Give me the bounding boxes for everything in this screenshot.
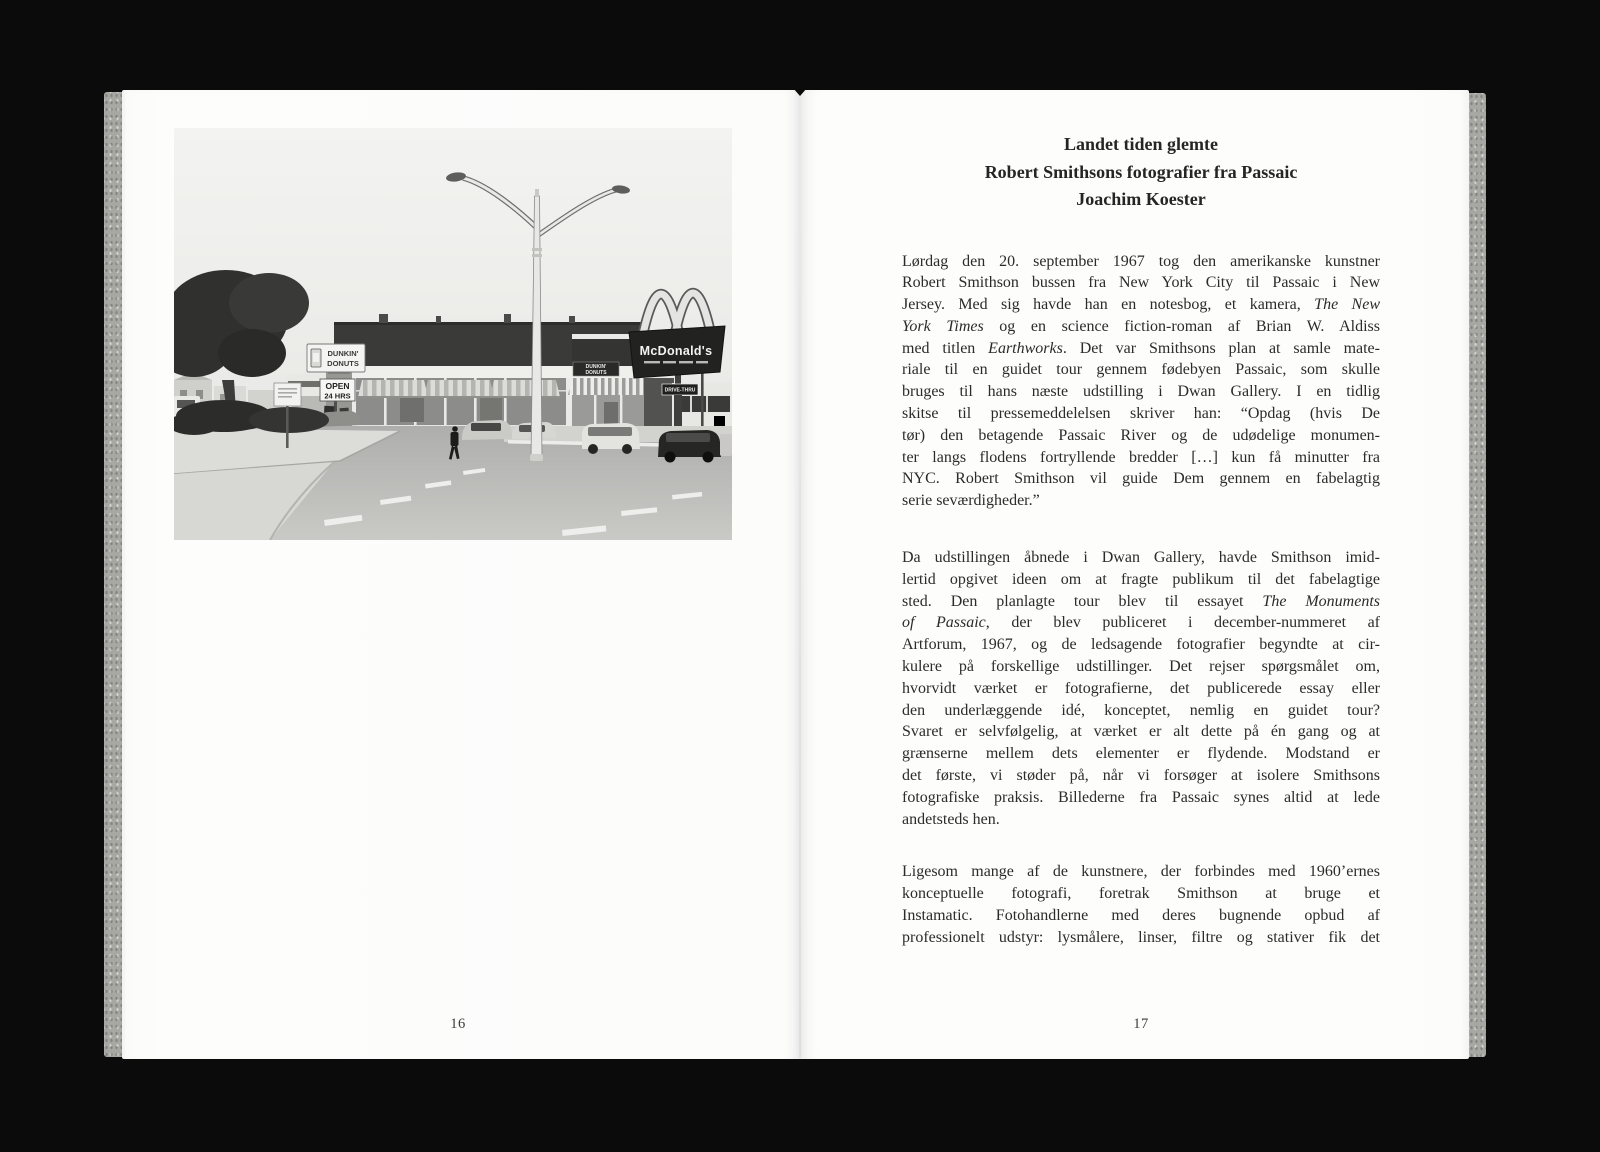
text-line: Jersey. Med sig havde han en notesbog, et kamera, The New: [902, 296, 1380, 314]
text-line: sted. Den planlagte tour blev til essayet The Monuments: [902, 592, 1381, 610]
text-line: NYC. Robert Smithson vil guide Dem gennem en fabelagtig: [902, 470, 1380, 488]
text-line: Lørdag den 20. september 1967 tog den amerikanske kunstner: [902, 252, 1380, 270]
text-line: Da udstillingen åbnede i Dwan Gallery, havde Smithson imid-: [902, 549, 1380, 567]
title-line-1: Landet tiden glemte: [1064, 134, 1218, 154]
book-page-left: [122, 90, 800, 1059]
dunkin-wall-sign-line2: DONUTS: [585, 370, 607, 376]
photo-main-building: [334, 314, 648, 430]
paragraph-3: [902, 861, 1380, 948]
photo-illustration: [174, 128, 732, 540]
photo-awnings: [358, 380, 560, 398]
paragraph-1: [902, 251, 1380, 513]
book-cover-edge-right: [1469, 93, 1486, 1057]
text-line: skitse til pressemeddelelsen skriver han: “Opdag (hvis De: [902, 405, 1380, 423]
text-line: York Times og en science fiction-roman af Brian W. Aldiss: [902, 317, 1380, 335]
open-sign-line2: 24 HRS: [324, 391, 351, 401]
text-line: grænserne mellem dets elementer er flydende. Modstand er: [902, 745, 1380, 763]
book-spine: [799, 92, 801, 1057]
page-number-right: 17: [1133, 1016, 1149, 1032]
text-line: tør) den betagende Passaic River og de udødelige monumen-: [902, 426, 1380, 444]
text-line: ter langs flodens fortryllende bredder […] kun få minutter fra: [902, 448, 1380, 466]
open-sign-line1: OPEN: [325, 381, 350, 391]
essay-title: [902, 131, 1380, 214]
text-line: lertid opgivet ideen om at fragte publikum til det fabelagtige: [902, 570, 1380, 588]
text-block: [902, 131, 1380, 949]
drive-thru-sign-text: DRIVE-THRU: [664, 387, 696, 394]
mcdonalds-sign-text: McDonald's: [639, 344, 713, 358]
dunkin-wall-sign-line1: DUNKIN': [585, 364, 607, 370]
text-line: Svaret er selvfølgelig, at værket er alt dette på én gang og at: [902, 723, 1380, 741]
title-line-3: Joachim Koester: [1076, 189, 1206, 209]
text-line: Instamatic. Fotohandlerne med deres bugnende opbud af: [902, 907, 1380, 925]
text-line: kulere på forskellige udstillinger. Det rejser spørgsmålet om,: [902, 658, 1380, 676]
text-line: Ligesom mange af de kunstnere, der forbindes med 1960’ernes: [902, 863, 1380, 881]
text-line: serie seværdigheder.”: [902, 492, 1040, 510]
text-line: med titlen Earthworks. Det var Smithsons plan at samle mate-: [902, 339, 1380, 357]
text-line: Artforum, 1967, og de ledsagende fotografier begyndte at cir-: [902, 636, 1380, 654]
page-number-left: 16: [450, 1016, 466, 1032]
book-cover-edge-left: [104, 92, 123, 1057]
paragraph-2: [902, 547, 1380, 830]
text-line: konceptuelle fotografi, foretrak Smithson at bruge et: [902, 885, 1380, 903]
text-line: hvorvidt værket er fotografierne, det publicerede essay eller: [902, 679, 1380, 697]
text-line: Robert Smithson bussen fra New York City til Passaic i New: [902, 274, 1380, 292]
dunkin-sign-line2: DONUTS: [327, 359, 359, 368]
text-line: andetsteds hen.: [902, 810, 1000, 828]
text-line: bruges til hans næste udstilling i Dwan Gallery. I en tidlig: [902, 383, 1380, 401]
essay-body: [902, 251, 1380, 949]
text-line: of Passaic, der blev publiceret i december-nummeret af: [902, 614, 1381, 632]
text-line: det første, vi støder på, når vi forsøger at isolere Smithsons: [902, 767, 1380, 785]
dunkin-sign-line1: DUNKIN': [327, 349, 359, 358]
street-photograph: [174, 128, 732, 540]
book-page-right: [800, 90, 1469, 1059]
text-line: professionelt udstyr: lysmålere, linser, filtre og stativer fik det: [902, 928, 1380, 946]
text-line: den underlæggende idé, konceptet, nemlig en guidet tour?: [902, 701, 1380, 719]
text-line: riale til en guidet tour gennem fødebyen Passaic, som skulle: [902, 361, 1380, 379]
text-line: fotografiske praksis. Billederne fra Passaic synes altid at lede: [902, 788, 1380, 806]
title-line-2: Robert Smithsons fotografier fra Passaic: [984, 161, 1298, 182]
